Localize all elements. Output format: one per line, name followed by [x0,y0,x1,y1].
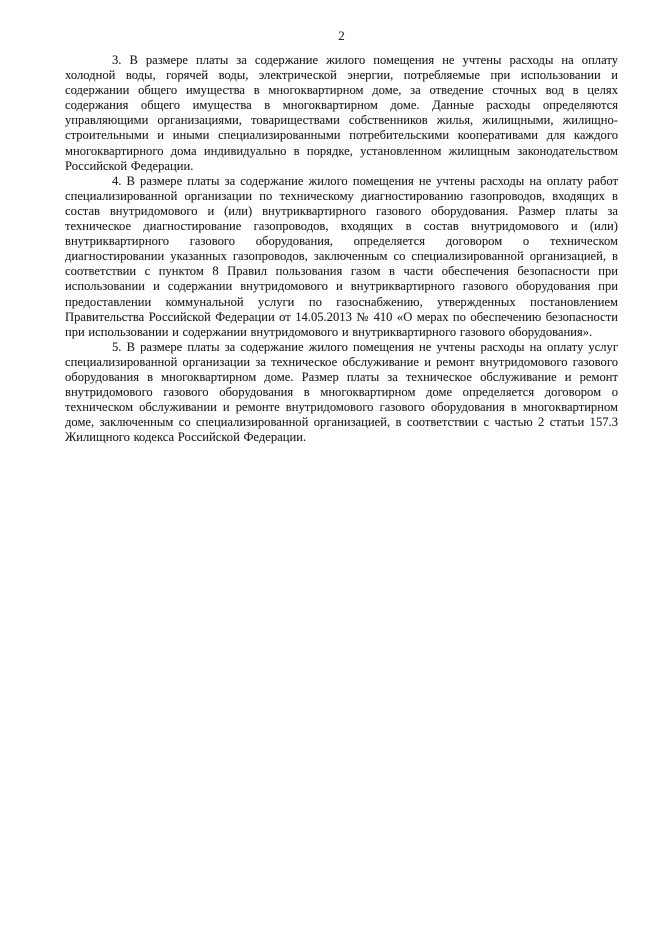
paragraph-3: 3. В размере платы за содержание жилого помещения не учтены расходы на оплату холодной воды, горячей воды, электрической энергии, потребляемые при использовании и содержании общего имущества в многоквартирном доме, за отведение сточных вод в целях содержания общего имущества в многоквартирном доме. Данные расходы определяются управляющими организациями, товариществами собственников жилья, жилищными, жилищно-строительными и иными специализированными потребительскими кооперативами для каждого многоквартирного дома индивидуально в порядке, установленном жилищным законодательством Российской Федерации. [65,53,618,173]
document-body [65,53,618,445]
page-number: 2 [338,28,345,43]
paragraph-4: 4. В размере платы за содержание жилого помещения не учтены расходы на оплату работ специализированной организации по техническому диагностированию газопроводов, входящих в состав внутридомового и (или) внутриквартирного газового оборудования. Размер платы за техническое диагностирование газопроводов, входящих в состав внутридомового и (или) внутриквартирного газового оборудования, определяется договором о техническом диагностировании указанных газопроводов, заключенным со специализированной организацией, в соответствии с пунктом 8 Правил пользования газом в части обеспечения безопасности при использовании и содержании внутридомового и внутриквартирного газового оборудования при предоставлении коммунальной услуги по газоснабжению, утвержденных постановлением Правительства Российской Федерации от 14.05.2013 № 410 «О мерах по обеспечению безопасности при использовании и содержании внутридомового и внутриквартирного газового оборудования». [65,173,618,339]
paragraph-5: 5. В размере платы за содержание жилого помещения не учтены расходы на оплату услуг специализированной организации за техническое обслуживание и ремонт внутридомового газового оборудования в многоквартирном доме. Размер платы за техническое обслуживание и ремонт внутридомового газового оборудования в многоквартирном доме определяется договором о техническом обслуживании и ремонте внутридомового газового оборудования в многоквартирном доме, заключенным со специализированной организацией, в соответствии с частью 2 статьи 157.3 Жилищного кодекса Российской Федерации. [65,339,618,445]
